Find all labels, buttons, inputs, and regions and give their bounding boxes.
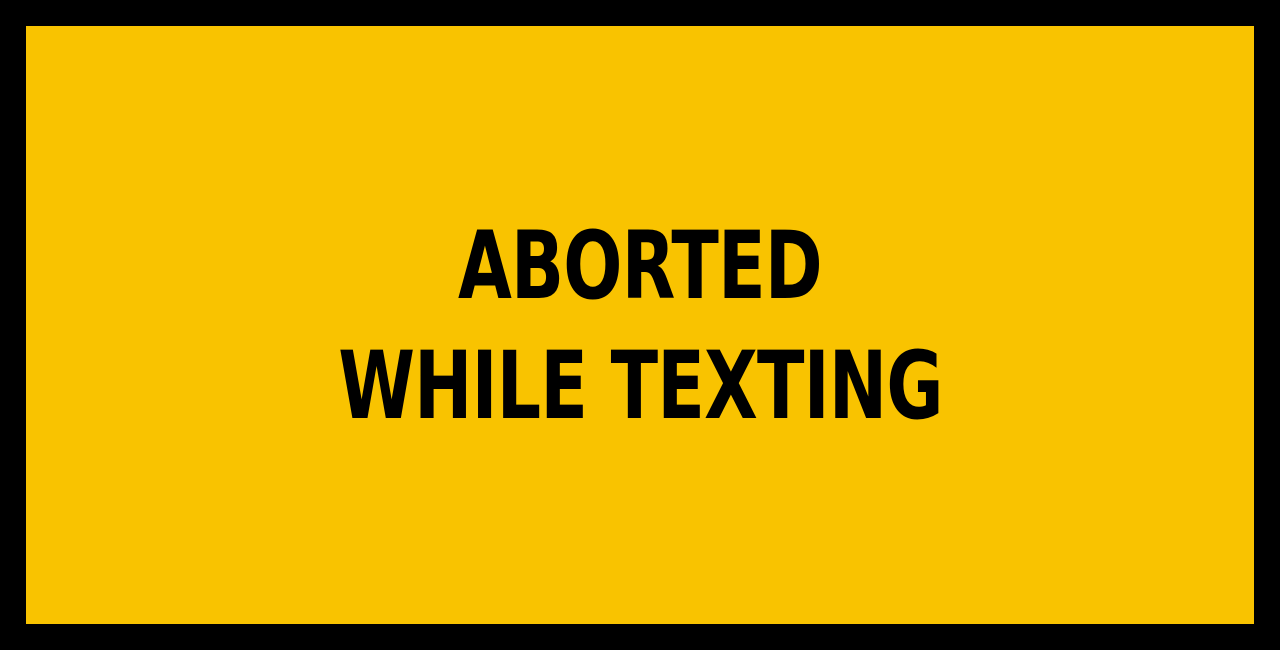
sign-line-2-container [26,332,1254,441]
sign-line-1-container [26,212,1254,321]
sign-line-2: WHILE TEXTING [337,332,943,441]
sign-line-1: ABORTED [458,212,822,321]
sign-panel [26,26,1254,624]
